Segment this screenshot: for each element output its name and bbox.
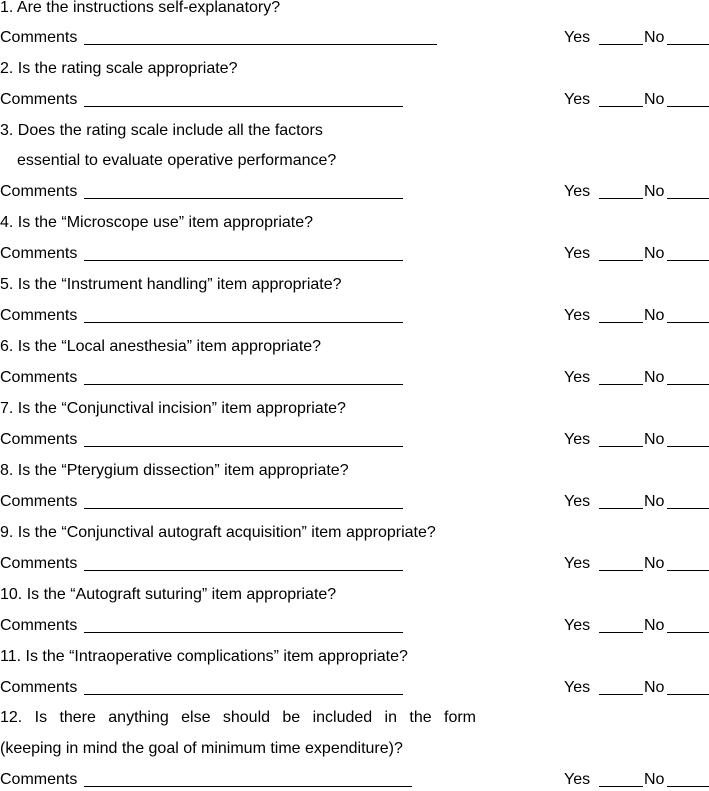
no-label: No: [644, 431, 665, 448]
comment-row-4: [0, 243, 709, 265]
no-field[interactable]: [667, 260, 709, 261]
comments-label: Comments: [0, 369, 78, 386]
comments-field[interactable]: [84, 694, 403, 695]
yes-label: Yes: [564, 493, 591, 510]
question-12-line-1: 12. Is there anything else should be included in the form: [0, 709, 476, 726]
yes-label: Yes: [564, 91, 591, 108]
comment-row-7: [0, 429, 709, 451]
yes-label: Yes: [564, 771, 591, 788]
question-1: 1. Are the instructions self-explanatory?: [0, 0, 281, 16]
no-label: No: [644, 617, 665, 634]
no-field[interactable]: [667, 694, 709, 695]
yes-label: Yes: [564, 307, 591, 324]
yes-field[interactable]: [599, 446, 643, 447]
yes-field[interactable]: [599, 508, 643, 509]
no-field[interactable]: [667, 508, 709, 509]
question-6: 6. Is the “Local anesthesia” item appropriate?: [0, 338, 322, 355]
no-label: No: [644, 183, 665, 200]
yes-label: Yes: [564, 617, 591, 634]
question-2: 2. Is the rating scale appropriate?: [0, 60, 238, 77]
no-field[interactable]: [667, 570, 709, 571]
question-11: 11. Is the “Intraoperative complications” item appropriate?: [0, 648, 408, 665]
comments-label: Comments: [0, 493, 78, 510]
yes-field[interactable]: [599, 322, 643, 323]
no-label: No: [644, 91, 665, 108]
comments-label: Comments: [0, 431, 78, 448]
no-label: No: [644, 679, 665, 696]
yes-field[interactable]: [599, 44, 643, 45]
yes-field[interactable]: [599, 694, 643, 695]
question-8: 8. Is the “Pterygium dissection” item appropriate?: [0, 462, 349, 479]
comments-label: Comments: [0, 679, 78, 696]
question-3-line-1: 3. Does the rating scale include all the factors: [0, 122, 323, 139]
comments-field[interactable]: [84, 570, 403, 571]
yes-label: Yes: [564, 679, 591, 696]
no-field[interactable]: [667, 44, 709, 45]
comments-label: Comments: [0, 771, 78, 788]
question-7: 7. Is the “Conjunctival incision” item appropriate?: [0, 400, 346, 417]
yes-field[interactable]: [599, 786, 643, 787]
no-field[interactable]: [667, 786, 709, 787]
no-label: No: [644, 555, 665, 572]
comment-row-5: [0, 305, 709, 327]
no-label: No: [644, 29, 665, 46]
question-9: 9. Is the “Conjunctival autograft acquisition” item appropriate?: [0, 524, 436, 541]
question-5: 5. Is the “Instrument handling” item appropriate?: [0, 276, 342, 293]
no-label: No: [644, 771, 665, 788]
comment-row-9: [0, 553, 709, 575]
no-field[interactable]: [667, 106, 709, 107]
no-field[interactable]: [667, 446, 709, 447]
comments-field[interactable]: [84, 322, 403, 323]
yes-label: Yes: [564, 555, 591, 572]
comments-label: Comments: [0, 183, 78, 200]
comments-label: Comments: [0, 29, 78, 46]
comments-field[interactable]: [84, 786, 412, 787]
comment-row-11: [0, 677, 709, 699]
yes-label: Yes: [564, 369, 591, 386]
yes-label: Yes: [564, 29, 591, 46]
no-label: No: [644, 245, 665, 262]
yes-label: Yes: [564, 431, 591, 448]
comments-field[interactable]: [84, 260, 403, 261]
comments-field[interactable]: [84, 632, 403, 633]
comments-label: Comments: [0, 555, 78, 572]
comments-field[interactable]: [84, 198, 403, 199]
comments-label: Comments: [0, 91, 78, 108]
comments-label: Comments: [0, 617, 78, 634]
no-field[interactable]: [667, 632, 709, 633]
no-field[interactable]: [667, 322, 709, 323]
comment-row-3: [0, 181, 709, 203]
comment-row-10: [0, 615, 709, 637]
comments-label: Comments: [0, 245, 78, 262]
yes-label: Yes: [564, 245, 591, 262]
yes-field[interactable]: [599, 198, 643, 199]
no-label: No: [644, 369, 665, 386]
no-field[interactable]: [667, 198, 709, 199]
comments-field[interactable]: [84, 508, 403, 509]
comment-row-6: [0, 367, 709, 389]
yes-field[interactable]: [599, 632, 643, 633]
comment-row-2: [0, 89, 709, 111]
comments-field[interactable]: [84, 446, 403, 447]
question-3-line-2: essential to evaluate operative performance?: [17, 152, 337, 169]
question-10: 10. Is the “Autograft suturing” item appropriate?: [0, 586, 337, 603]
question-4: 4. Is the “Microscope use” item appropriate?: [0, 214, 314, 231]
comments-label: Comments: [0, 307, 78, 324]
no-label: No: [644, 493, 665, 510]
comments-field[interactable]: [84, 44, 437, 45]
comment-row-12: [0, 769, 709, 791]
comment-row-1: [0, 27, 709, 49]
yes-field[interactable]: [599, 260, 643, 261]
question-12-line-2: (keeping in mind the goal of minimum time expenditure)?: [0, 740, 403, 757]
yes-field[interactable]: [599, 106, 643, 107]
comment-row-8: [0, 491, 709, 513]
yes-field[interactable]: [599, 570, 643, 571]
yes-field[interactable]: [599, 384, 643, 385]
comments-field[interactable]: [84, 384, 403, 385]
no-label: No: [644, 307, 665, 324]
yes-label: Yes: [564, 183, 591, 200]
comments-field[interactable]: [84, 106, 403, 107]
no-field[interactable]: [667, 384, 709, 385]
